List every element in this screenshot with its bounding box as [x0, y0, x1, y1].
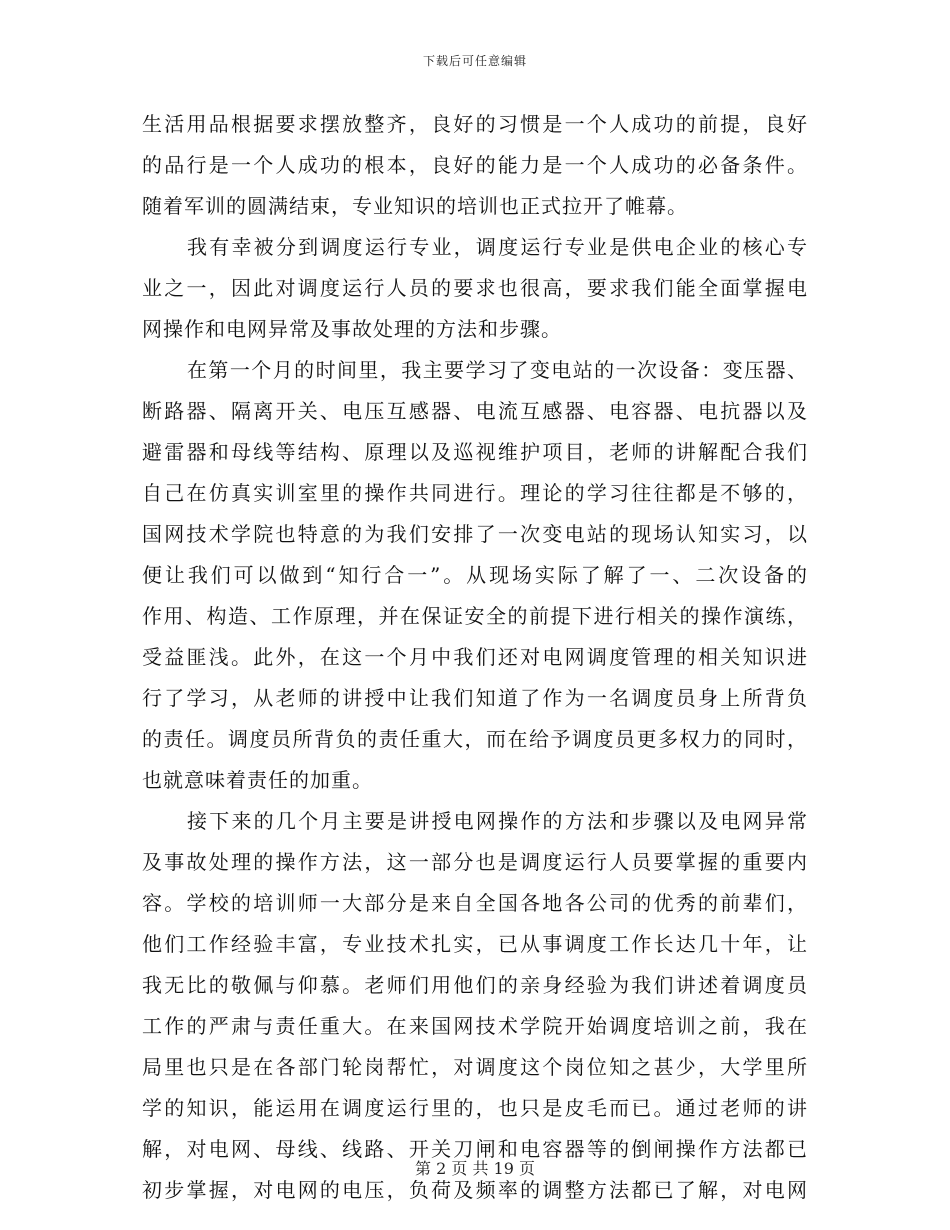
document-body: [142, 104, 808, 1211]
text-line: 他们工作经验丰富，专业技术扎实，已从事调度工作长达几十年，让: [142, 932, 808, 956]
text-line: 的责任。调度员所背负的责任重大，而在给予调度员更多权力的同时，: [142, 727, 808, 751]
text-line: 自己在仿真实训室里的操作共同进行。理论的学习往往都是不够的，: [142, 481, 808, 505]
text-line: 我无比的敬佩与仰慕。老师们用他们的亲身经验为我们讲述着调度员: [142, 973, 808, 997]
text-line: 接下来的几个月主要是讲授电网操作的方法和步骤以及电网异常: [187, 809, 808, 833]
text-line: 局里也只是在各部门轮岗帮忙，对调度这个岗位知之甚少，大学里所: [142, 1055, 808, 1079]
text-line: 我有幸被分到调度运行专业，调度运行专业是供电企业的核心专: [187, 235, 808, 259]
text-line: 业之一，因此对调度运行人员的要求也很高，要求我们能全面掌握电: [142, 276, 808, 300]
text-line: 作用、构造、工作原理，并在保证安全的前提下进行相关的操作演练，: [142, 604, 808, 628]
text-line: 的品行是一个人成功的根本，良好的能力是一个人成功的必备条件。: [142, 153, 808, 177]
text-line: 学的知识，能运用在调度运行里的，也只是皮毛而已。通过老师的讲: [142, 1096, 808, 1120]
text-line: 避雷器和母线等结构、原理以及巡视维护项目，老师的讲解配合我们: [142, 440, 808, 464]
text-line: 国网技术学院也特意的为我们安排了一次变电站的现场认知实习，以: [142, 522, 808, 546]
text-line: 及事故处理的操作方法，这一部分也是调度运行人员要掌握的重要内: [142, 850, 808, 874]
text-line: 解，对电网、母线、线路、开关刀闸和电容器等的倒闸操作方法都已: [142, 1137, 808, 1161]
text-line: 生活用品根据要求摆放整齐，良好的习惯是一个人成功的前提，良好: [142, 112, 808, 136]
text-line: 也就意味着责任的加重。: [142, 768, 373, 792]
text-line: 网操作和电网异常及事故处理的方法和步骤。: [142, 317, 562, 341]
text-line: 受益匪浅。此外，在这一个月中我们还对电网调度管理的相关知识进: [142, 645, 808, 669]
page-number-footer: 第 2 页 共 19 页: [415, 1159, 535, 1178]
text-line: 随着军训的圆满结束，专业知识的培训也正式拉开了帷幕。: [142, 194, 688, 218]
text-line: 容。学校的培训师一大部分是来自全国各地各公司的优秀的前辈们，: [142, 891, 808, 915]
text-line: 便让我们可以做到“知行合一”。从现场实际了解了一、二次设备的: [142, 563, 808, 587]
text-line: 初步掌握，对电网的电压，负荷及频率的调整方法都已了解，对电网: [142, 1178, 808, 1202]
page-header-note: 下载后可任意编辑: [422, 54, 527, 68]
text-line: 工作的严肃与责任重大。在来国网技术学院开始调度培训之前，我在: [142, 1014, 808, 1038]
text-line: 行了学习，从老师的讲授中让我们知道了作为一名调度员身上所背负: [142, 686, 808, 710]
text-line: 断路器、隔离开关、电压互感器、电流互感器、电容器、电抗器以及: [142, 399, 808, 423]
text-line: 在第一个月的时间里，我主要学习了变电站的一次设备：变压器、: [187, 358, 808, 382]
